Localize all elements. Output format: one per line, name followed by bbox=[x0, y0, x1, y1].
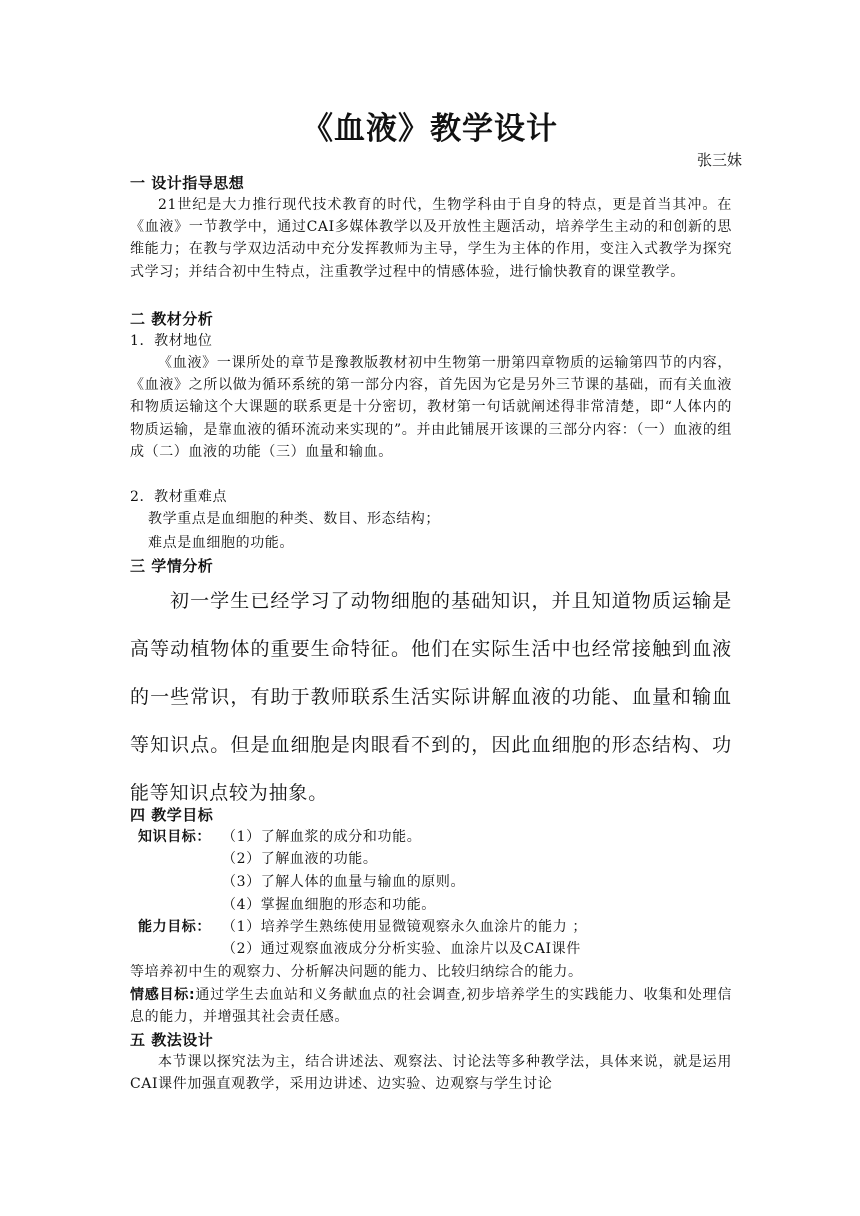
emotion-goal bbox=[130, 984, 732, 1028]
author-name: 张三妹 bbox=[696, 151, 742, 169]
section-5-heading: 五 教法设计 bbox=[130, 1031, 214, 1049]
knowledge-goal-item: （3）了解人体的血量与输血的原则。 bbox=[222, 874, 466, 890]
section-3-text: 初一学生已经学习了动物细胞的基础知识，并且知道物质运输是高等动植物体的重要生命特征。他们在实际生活中也经常接触到血液的一些常识，有助于教师联系生活实际讲解血液的功能、血量和输血等知识点。但是血细胞是肉眼看不到的，因此血细胞的形态结构、功能等知识点较为抽象。 bbox=[130, 590, 732, 804]
ability-goal-item: （2）通过观察血液成分分析实验、血涂片以及CAI课件 bbox=[222, 941, 581, 957]
section-2-sub1: 1．教材地位 bbox=[130, 333, 213, 349]
difficult-point: 难点是血细胞的功能。 bbox=[148, 535, 294, 551]
emotion-goal-label: 情感目标: bbox=[130, 987, 196, 1003]
section-1-heading: 一 设计指导思想 bbox=[130, 174, 245, 192]
knowledge-goal-label: 知识目标： bbox=[138, 829, 211, 845]
section-3-heading: 三 学情分析 bbox=[130, 557, 214, 575]
key-point: 教学重点是血细胞的种类、数目、形态结构； bbox=[148, 511, 440, 527]
ability-goal-continuation: 等培养初中生的观察力、分析解决问题的能力、比较归纳综合的能力。 bbox=[130, 964, 583, 980]
section-1-text: 21世纪是大力推行现代技术教育的时代，生物学科由于自身的特点，更是首当其冲。在《血液》一节教学中，通过CAI多媒体教学以及开放性主题活动，培养学生主动的和创新的思维能力；在教与学双边活动中充分发挥教师为主导，学生为主体的作用，变注入式教学为探究式学习；并结合初中生特点，注重教学过程中的情感体验，进行愉快教育的课堂教学。 bbox=[130, 197, 732, 280]
section-2-heading: 二 教材分析 bbox=[130, 310, 214, 328]
knowledge-goal-item: （2）了解血液的功能。 bbox=[222, 851, 378, 867]
knowledge-goal-item: （4）掌握血细胞的形态和功能。 bbox=[222, 897, 436, 913]
section-4-heading: 四 教学目标 bbox=[130, 806, 214, 824]
section-5-text: 本节课以探究法为主，结合讲述法、观察法、讨论法等多种教学法，具体来说，就是运用CAI课件加强直观教学，采用边讲述、边实验、边观察与学生讨论 bbox=[130, 1054, 732, 1093]
section-2-sub2: 2．教材重难点 bbox=[130, 489, 228, 505]
knowledge-goal-item: （1）了解血浆的成分和功能。 bbox=[222, 829, 422, 845]
ability-goal-item: （1）培养学生熟练使用显微镜观察永久血涂片的能力 ； bbox=[222, 919, 587, 935]
ability-goal-label: 能力目标： bbox=[138, 919, 211, 935]
emotion-goal-text: 通过学生去血站和义务献血点的社会调查,初步培养学生的实践能力、收集和处理信息的能力，并增强其社会责任感。 bbox=[130, 987, 732, 1026]
section-2-sub1-text: 《血液》一课所处的章节是豫教版教材初中生物第一册第四章物质的运输第四节的内容，《血液》之所以做为循环系统的第一部分内容，首先因为它是另外三节课的基础，而有关血液和物质运输这个大课题的联系更是十分密切，教材第一句话就阐述得非常清楚，即“人体内的物质运输，是靠血液的循环流动来实现的”。并由此铺展开该课的三部分内容：（一）血液的组成（二）血液的功能（三）血量和输血。 bbox=[130, 355, 732, 460]
document-title: 《血液》教学设计 bbox=[302, 111, 558, 147]
